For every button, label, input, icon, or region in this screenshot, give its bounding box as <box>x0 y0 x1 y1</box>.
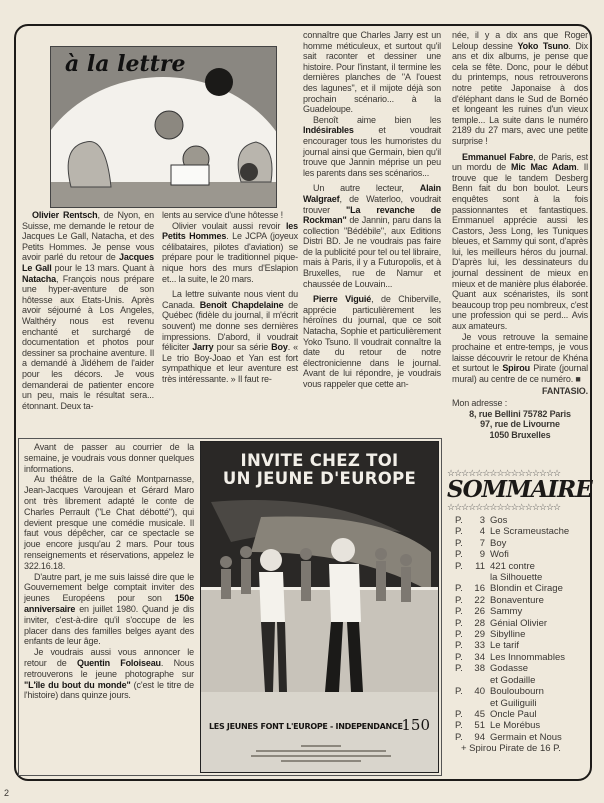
reader-name: Benoît Chapdelaine <box>199 299 284 310</box>
info-paragraph: Au théâtre de la Gaîté Montparnasse, Jean-Jacques Varoujean et Gérard Maro ont très librement adapté le conte de Charles Perrault ("Le Chat débotté"), qui devient presque une comédie musicale. Il faut vous dépêcher, car ce spectacle se joue encore jusqu'au 2 mars. Pour tous renseignements et réservations, appelez le 322.16.18. <box>24 474 194 571</box>
letter-paragraph: connaître que Charles Jarry est un homme méticuleux, et surtout qu'il sait raconter et dessiner une histoire. Pour l'instant, il termine les dernières planches de "A l'ouest des lagunes", et il mijote déjà son prochain scénario... à la Guadeloupe. <box>303 30 441 115</box>
text: Pirate (journal mural) au centre de ce numéro. <box>452 363 588 384</box>
letter-paragraph <box>22 210 154 411</box>
toc-page-number: 45 <box>474 708 485 720</box>
toc-page-prefix: P. <box>455 606 463 618</box>
toc-entry-title: 421 contre <box>490 560 535 572</box>
toc-entry-title: Germain et Nous <box>490 731 562 743</box>
highlight: 150e anniversaire <box>24 593 194 614</box>
series-name: Quentin Foloiseau <box>76 657 161 668</box>
toc-entry <box>447 686 592 697</box>
text: de Jannin, paru dans la collection "Bédébile", aux Editions Distri BD. Je ne voudrais pas faire de la publicité pour tel ou tel libraire, mais à Paris, il y a Futuropolis, et à Bruxelles, rue de Namur et chaussée de Louvain... <box>303 215 441 289</box>
letter-paragraph <box>162 289 298 384</box>
toc-entry <box>447 720 592 731</box>
info-paragraph: Avant de passer au courrier de la semaine, je voudrais vous donner quelques informations. <box>24 442 194 474</box>
toc-extra-text: + Spirou Pirate de 16 P. <box>461 743 561 755</box>
text: . Dix ans et dix albums, je pense que cela se fête. Donc, pour le début du printemps, nous retrouverons notre petite Japonaise à dos d'éléphant dans le Sud de Bornéo et longeant les ruines d'un vieux temple... La suite dans le numéro 2189 du 27 mars, avec une petite surprise ! <box>452 40 588 146</box>
end-mark-icon: ■ <box>575 374 581 384</box>
toc-entry <box>447 515 592 526</box>
address-paris <box>452 409 588 420</box>
series-name: Natacha <box>22 273 56 284</box>
anniversary-logo: 150 <box>401 716 430 734</box>
toc-entry <box>447 618 592 629</box>
text: . « Le trio Boy-Joao et Yan est fort sympathique et leur aventure est très intéressante. » Il faut re- <box>162 342 299 384</box>
series-name: Spirou <box>502 363 530 374</box>
series-name: Yoko Tsuno <box>517 40 569 51</box>
text: Olivier voulait aussi revoir <box>172 220 286 231</box>
info-column <box>24 442 194 701</box>
toc-entry-continuation: la Silhouette <box>490 572 543 584</box>
toc-page-number: 9 <box>479 549 485 561</box>
reader-name: Emmanuel Fabre <box>462 151 534 162</box>
text: , de Chiberville, apprécie particulièrement les héroïnes du journal, que ce soit Natacha, Sophie et particulièrement Yoko Tsuno. Il voudrait connaître la date du retour de notre électronicienne dans le journal. Avant de lui répondre, je voudrais vous rappeler que cette an- <box>303 294 441 389</box>
toc-page-prefix: P. <box>455 594 463 606</box>
text: , François nous prépare une hyper-aventure de son hôtesse aux Etats-Unis. Après avoir séjourné à Los Angeles, Walthéry nous est revenu enchanté et surchargé de documentation et photos pour dessiner sa prochaine aventure. Il a demandé à Jidéhem de l'aider pour les décors. Je vous demanderai de patienter encore un peu, mais le résultat sera... étonnant. Deux ta- <box>22 273 154 411</box>
toc-entry-title: Le tarif <box>490 640 520 652</box>
text: et voudrait encourager tous les humoristes du journal ainsi que Germain, bien qu'il trouve que Jannin méprise un peu les parents dans ses scénarios... <box>303 125 441 178</box>
star-border: ☆☆☆☆☆☆☆☆☆☆☆☆☆☆☆☆ <box>447 502 561 512</box>
toc-entry-title: Godasse <box>490 663 529 675</box>
toc-entry-title: Blondin et Cirage <box>490 583 563 595</box>
address-brussels-city: 1050 Bruxelles <box>489 429 551 440</box>
letter-paragraph <box>452 30 588 147</box>
text: pour le 13 mars. Quant à <box>51 262 154 273</box>
text: en juillet 1980. Quand je dis inviter, c'est-à-dire qu'il s'occupe de les placer dans des familles belges ayant des enfants de leur âge. <box>24 603 194 647</box>
toc-page-prefix: P. <box>455 549 463 561</box>
toc-page-prefix: P. <box>455 686 463 698</box>
toc-page-prefix: P. <box>455 537 463 549</box>
toc-page-prefix: P. <box>455 708 463 720</box>
address-brussels-street: 97, rue de Livourne <box>480 419 560 430</box>
letter-column-1 <box>22 210 154 411</box>
album-title: "La revanche de Rockman" <box>303 204 441 226</box>
series-name: les Petits Hommes <box>162 220 298 242</box>
toc-page-number: 34 <box>474 651 485 663</box>
reader-name: Pierre Viguié <box>313 294 372 305</box>
toc-entry-title: Oncle Paul <box>490 708 537 720</box>
text: La lettre suivante nous vient du Canada. <box>162 289 298 310</box>
toc-page-prefix: P. <box>455 651 463 663</box>
star-border: ☆☆☆☆☆☆☆☆☆☆☆☆☆☆☆☆ <box>447 468 561 478</box>
text: , de Waterloo, voudrait trouver <box>303 193 441 215</box>
text: (c'est le titre de l'histoire) dans quinze jours. <box>24 679 194 701</box>
album-title: "L'île du bout du monde" <box>24 679 131 690</box>
toc-page-number: 11 <box>475 560 485 572</box>
text: . Il trouve que le tandem Desberg Benn fait du bon boulot. Leurs enquêtes sont à la fois passionnantes et fantastiques. Emmanuel apprécie aussi les Castors, Jess Long, les Tuniques bleues, et Sammy qui sont, d'après lui, les meilleurs héros du journal. D'après lui, les dessinateurs du journal dessinent de mieux en mieux et de manière plus élaborée. Quant aux scénaristes, ils sont beaucoup trop peu nombreux, c'est une profession qui se perd... Avis aux amateurs. <box>452 162 588 332</box>
toc-title: SOMMAIRE <box>447 476 592 503</box>
letter-paragraph <box>303 294 441 389</box>
toc-page-number: 7 <box>479 537 485 549</box>
address-block <box>452 398 588 440</box>
text: de Québec (fidèle du journal, il m'écrit souvent) me donne ses dernières impressions. D'abord, il voudrait féliciter <box>162 299 299 353</box>
text: née, il y a dix ans que Roger Leloup dessine <box>452 30 588 51</box>
table-of-contents <box>447 468 592 755</box>
letter-paragraph <box>452 152 588 332</box>
toc-entry <box>447 629 592 640</box>
toc-page-prefix: P. <box>455 640 463 652</box>
text: D'autre part, je me suis laissé dire que le Gouvernement belge comptait inviter des jeunes Européens pour son <box>24 571 194 604</box>
toc-page-prefix: P. <box>455 617 463 629</box>
toc-page-number: 40 <box>474 686 485 698</box>
text: Un autre lecteur, <box>313 183 420 194</box>
toc-entry-title: Bouloubourn <box>490 686 544 698</box>
toc-page-prefix: P. <box>455 663 463 675</box>
letter-paragraph <box>452 332 588 385</box>
toc-entry <box>447 561 592 572</box>
toc-entry <box>447 606 592 617</box>
toc-page-number: 22 <box>474 594 485 606</box>
text: 8, rue Bellini 75782 <box>469 408 550 419</box>
toc-entry-title: Sibylline <box>490 629 526 641</box>
series-name: Mic Mac Adam <box>510 162 577 173</box>
series-name: Boy <box>271 342 288 353</box>
toc-page-prefix: P. <box>455 526 463 538</box>
toc-page-number: 29 <box>474 629 485 641</box>
toc-entry-title: Génial Olivier <box>490 617 548 629</box>
toc-entry-title: Wofi <box>490 549 509 561</box>
info-paragraph <box>24 572 194 648</box>
ad-tagline: LES JEUNES FONT L'EUROPE - INDEPENDANCE <box>209 722 403 731</box>
toc-page-number: 4 <box>479 526 485 538</box>
letter-paragraph <box>303 183 441 289</box>
toc-page-prefix: P. <box>455 629 463 641</box>
advertisement <box>200 441 439 773</box>
toc-entry <box>447 640 592 651</box>
text: Benoît aime bien les <box>313 114 441 125</box>
toc-page-prefix: P. <box>455 583 463 595</box>
signature: FANTASIO. <box>542 385 588 396</box>
column-title: à la lettre <box>65 51 186 77</box>
text: , de Paris, est un mordu de <box>452 151 588 173</box>
toc-entry-title: Gos <box>490 515 508 526</box>
toc-entry-title: Le Morébus <box>490 720 541 732</box>
city: Paris <box>549 408 571 419</box>
toc-entry-title: Boy <box>490 537 507 549</box>
toc-entry <box>447 526 592 537</box>
text: . Nous retrouverons le jeune photographe sur <box>24 657 194 679</box>
toc-page-number: 33 <box>474 640 485 652</box>
letter-paragraph <box>303 115 441 179</box>
header-illustration <box>50 46 277 208</box>
ad-illustration <box>201 442 438 692</box>
reader-name: Alain Walgraef <box>303 183 441 204</box>
toc-entry <box>447 652 592 663</box>
toc-entry <box>447 538 592 549</box>
toc-entry-continuation: et Guiliguili <box>490 697 537 709</box>
reader-name: Olivier Rentsch <box>32 210 98 220</box>
toc-entry <box>447 549 592 560</box>
toc-entry-title: Le Scrameustache <box>490 526 570 538</box>
series-name: Jacques Le Gall <box>22 252 154 273</box>
letter-paragraph: lents au service d'une hôtesse ! <box>162 210 283 220</box>
toc-page-number: 26 <box>474 606 485 618</box>
toc-entry <box>447 663 592 674</box>
author-name: Jarry <box>192 342 214 353</box>
toc-page-number: 38 <box>474 663 485 675</box>
toc-entry-title: Les Innommables <box>490 651 565 663</box>
address-label: Mon adresse : <box>452 398 508 409</box>
toc-extra <box>447 743 592 754</box>
text: , de Nyon, en Suisse, me demande le retour de Jacques Le Gall, Natacha, et des Petits Hommes. Je pense vous avoir parlé du retour de <box>22 210 154 263</box>
toc-page-number: 51 <box>474 720 485 732</box>
text: Je voudrais aussi vous annoncer le retour de <box>24 647 194 668</box>
letter-paragraph <box>162 221 298 285</box>
toc-entry <box>447 583 592 594</box>
toc-page-prefix: P. <box>455 515 463 526</box>
letter-column-2 <box>162 210 298 385</box>
letter-column-4 <box>452 30 588 441</box>
toc-page-number: 16 <box>474 583 485 595</box>
page-number: 2 <box>4 788 10 798</box>
letter-column-3 <box>303 30 441 390</box>
toc-entry <box>447 732 592 743</box>
toc-entry-title: Bonaventure <box>490 594 544 606</box>
text: . Le JCPA (joyeux célibataires, pilotes d'aviation) se prépare pour le traditionnel pique-nique hors des murs d'Eslapion et... la suite, le 20 mars. <box>162 231 298 284</box>
toc-page-number: 28 <box>474 617 485 629</box>
info-paragraph <box>24 647 194 701</box>
toc-entry-title: Sammy <box>490 606 523 618</box>
toc-entry-continuation: et Godaille <box>490 674 536 686</box>
toc-page-prefix: P. <box>455 560 463 572</box>
toc-page-prefix: P. <box>455 731 463 743</box>
ad-fine-print <box>251 742 391 765</box>
toc-page-number: 3 <box>479 515 485 526</box>
ad-headline-line: INVITE CHEZ TOI <box>240 451 399 470</box>
toc-page-prefix: P. <box>455 720 463 732</box>
toc-entry <box>447 709 592 720</box>
toc-list <box>447 515 592 743</box>
ad-headline-line: UN JEUNE D'EUROPE <box>222 469 417 488</box>
text: Je vous retrouve la semaine prochaine et entre-temps, je vous laisse découvrir le retour de Khéna et surtout le <box>452 331 588 374</box>
toc-page-number: 94 <box>474 731 485 743</box>
text: pour sa série <box>213 342 272 353</box>
toc-entry <box>447 595 592 606</box>
series-name: Indésirables <box>303 125 354 136</box>
